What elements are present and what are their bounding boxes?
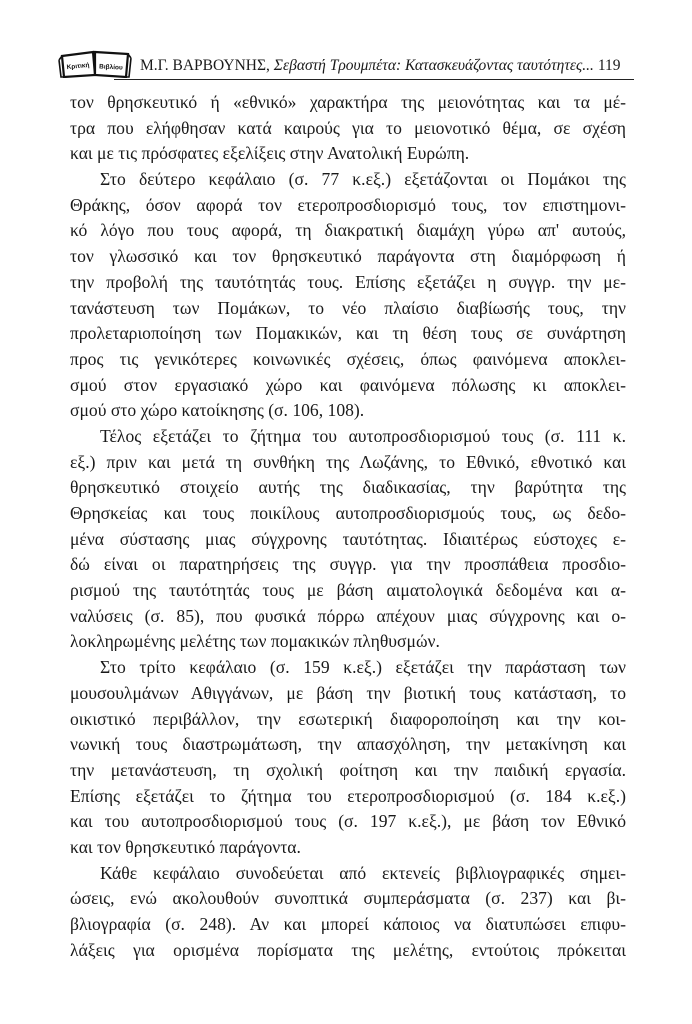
- open-book-icon: [58, 48, 134, 78]
- text-line: Τέλος εξετάζει το ζήτημα του αυτοπροσδιορισμού τους (σ. 111 κ.: [100, 425, 626, 446]
- header-reviewed-work: Σεβαστή Τρουμπέτα: Κατασκευάζοντας ταυτότητες...: [273, 57, 594, 74]
- header-author: Μ.Γ. ΒΑΡΒΟΥΝΗΣ,: [140, 57, 270, 74]
- text-line: σμού στον εργασιακό χώρο και φαινόμενα πόλωσης κι αποκλει-: [70, 374, 626, 395]
- text-line: Θρησκείας και τους ποικίλους αυτοπροσδιορισμούς τους, ως δεδο-: [70, 503, 626, 523]
- text-line: κό λόγο που τους αφορά, τη διακρατική διαμάχη γύρω απ' αυτούς,: [70, 220, 626, 241]
- text-line: και τον θρησκευτικό παράγοντα.: [70, 836, 301, 857]
- text-line: ναλύσεις (σ. 85), που φυσικά πόρρω απέχουν μιας σύγχρονης και ο-: [70, 605, 626, 626]
- text-line: Στο τρίτο κεφάλαιο (σ. 159 κ.εξ.) εξετάζει την παράσταση των: [100, 657, 626, 678]
- text-line: και με τις πρόσφατες εξελίξεις στην Ανατολική Ευρώπη.: [70, 143, 470, 164]
- header-rule: [114, 79, 634, 80]
- text-line: προλεταριοποίηση των Πομακικών, και τη θέση τους σε συνάρτηση: [70, 323, 626, 344]
- logo-right-text: Βιβλίου: [98, 63, 123, 72]
- text-line: προς τις γενικότερες κοινωνικές σχέσεις, όπως φαινόμενα αποκλει-: [70, 348, 626, 369]
- page-header: [58, 46, 634, 80]
- text-line: οικιστικό περιβάλλον, την εσωτερική διαφοροποίηση και την κοι-: [70, 708, 626, 729]
- text-line: δώ είναι οι παρατηρήσεις της συγγρ. για την προσπάθεια προσδιο-: [70, 554, 626, 575]
- text-line: Επίσης εξετάζει το ζήτημα του ετεροπροσδιορισμού (σ. 184 κ.εξ.): [70, 785, 626, 806]
- text-line: Στο δεύτερο κεφάλαιο (σ. 77 κ.εξ.) εξετάζονται οι Πομάκοι της: [100, 169, 626, 190]
- logo-left-text: Κριτική: [66, 61, 90, 72]
- running-head: [140, 57, 621, 75]
- text-line: τρα που ελήφθησαν κατά καιρούς για το μειονοτικό θέμα, σε σχέση: [70, 117, 626, 138]
- text-line: μουσουλμάνων Αθιγγάνων, με βάση την βιοτική τους κατάσταση, το: [70, 682, 626, 703]
- text-line: τον θρησκευτικό ή «εθνικό» χαρακτήρα της μειονότητας και τα μέ-: [70, 92, 626, 112]
- text-line: βλιογραφία (σ. 248). Αν και μπορεί κάποιος να διατυπώσει επιφυ-: [70, 914, 626, 934]
- text-line: σμού στο χώρο κατοίκησης (σ. 106, 108).: [70, 400, 365, 421]
- text-line: λάξεις για ορισμένα πορίσματα της μελέτης, εντούτοις πρόκειται: [70, 939, 626, 960]
- text-line: και του αυτοπροσδιορισμού τους (σ. 197 κ.εξ.), με βάση τον Εθνικό: [70, 811, 626, 832]
- text-line: θρησκευτικό στοιχείο αυτής της διαδικασίας, την βαρύτητα της: [70, 477, 626, 498]
- text-line: λοκληρωμένης μελέτης των πομακικών πληθυσμών.: [70, 631, 440, 652]
- text-line: Θράκης, όσον αφορά τον ετεροπροσδιορισμό τους, τον επιστημονι-: [70, 194, 626, 215]
- text-line: εξ.) πριν και μετά τη συνθήκη της Λωζάνης, το Εθνικό, εθνοτικό και: [70, 451, 626, 472]
- text-line: ρισμού της ταυτότητάς τους με βάση αιματολογικά δεδομένα και α-: [70, 580, 626, 601]
- text-line: ώσεις, ενώ ακολουθούν συνοπτικά συμπεράσματα (σ. 237) και βι-: [70, 888, 626, 909]
- text-line: την μετανάστευση, τη σχολική φοίτηση και την παιδική εργασία.: [70, 759, 626, 780]
- text-line: τον γλωσσικό και τον θρησκευτικό παράγοντα στη διαμόρφωση ή: [70, 246, 626, 267]
- text-line: Κάθε κεφάλαιο συνοδεύεται από εκτενείς βιβλιογραφικές σημει-: [100, 862, 626, 883]
- text-line: την προβολή της ταυτότητάς τους. Επίσης εξετάζει η συγγρ. την με-: [70, 271, 626, 292]
- body-text: [70, 90, 626, 963]
- text-line: μένα σύστασης μιας σύγχρονης ταυτότητας. Ιδιαιτέρως εύστοχες ε-: [70, 528, 626, 549]
- text-line: νωνική τους διαστρωμάτωση, την απασχόληση, την μετακίνηση και: [70, 734, 626, 755]
- text-line: τανάστευση των Πομάκων, το νέο πλαίσιο διαβίωσής τους, την: [70, 297, 626, 318]
- page-number: 119: [597, 57, 621, 74]
